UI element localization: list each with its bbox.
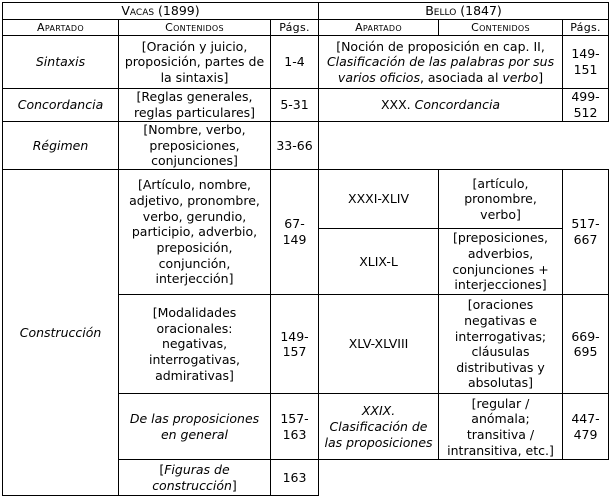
bello-apartado-text: ] <box>538 69 544 85</box>
bello-contenidos-header <box>439 19 563 35</box>
col-pags: Págs. <box>279 20 310 34</box>
bello-apartado-text: [Noción de proposición en cap. II, <box>336 38 545 54</box>
vacas-contenidos-text: [ <box>159 462 165 478</box>
vacas-pags-cell: 163 <box>271 460 319 496</box>
bello-pags-cell: 447-479 <box>563 394 609 460</box>
bello-apartado-cell: XLV-XLVIII <box>319 294 439 393</box>
bello-apartado-text: XXX. <box>380 96 415 112</box>
col-apartado: Apartado <box>355 20 402 34</box>
vacas-pags-header <box>271 19 319 35</box>
col-contenidos: Contenidos <box>165 20 224 34</box>
vacas-contenidos-cell <box>119 460 271 496</box>
group-header-row <box>3 3 609 20</box>
vacas-pags-cell: 149-157 <box>271 294 319 393</box>
bello-apartado-title: verbo <box>502 69 539 85</box>
bello-pags-header <box>563 19 609 35</box>
vacas-contenidos-header <box>119 19 271 35</box>
vacas-group-header <box>3 3 319 20</box>
vacas-pags-cell: 33-66 <box>271 121 319 170</box>
vacas-pags-cell: 67-149 <box>271 170 319 295</box>
vacas-apartado-cell: Sintaxis <box>3 36 119 89</box>
vacas-apartado-cell: Construcción <box>3 170 119 496</box>
bello-contenidos-cell: [regular / anómala; transitiva / intransitiva, etc.] <box>439 394 563 460</box>
col-apartado: Apartado <box>37 20 84 34</box>
empty-cell <box>319 460 609 496</box>
vacas-contenidos-cell: [Artículo, nombre, adjetivo, pronombre, verbo, gerundio, participio, adverbio, preposición, conjunción, interjección] <box>119 170 271 295</box>
bello-contenidos-cell: [artículo, pronombre, verbo] <box>439 170 563 229</box>
bello-contenidos-cell: [oraciones negativas e interrogativas; cláusulas distributivas y absolutas] <box>439 294 563 393</box>
comparison-table <box>2 2 609 496</box>
vacas-apartado-cell: Régimen <box>3 121 119 170</box>
vacas-contenidos-cell: [Nombre, verbo, preposiciones, conjunciones] <box>119 121 271 170</box>
bello-apartado-cell: XXXI-XLIV <box>319 170 439 229</box>
table-row-regimen <box>3 121 609 170</box>
bello-pags-cell: 517-667 <box>563 170 609 295</box>
bello-group-header <box>319 3 609 20</box>
bello-apartado-text: XXIX. <box>361 403 396 419</box>
bello-apartado-cell: XLIX-L <box>319 229 439 295</box>
bello-title: Bello (1847) <box>425 3 502 19</box>
bello-apartado-cell <box>319 36 563 89</box>
vacas-pags-cell: 1-4 <box>271 36 319 89</box>
vacas-title: Vacas (1899) <box>121 3 200 19</box>
empty-cell <box>319 121 609 170</box>
bello-apartado-header <box>319 19 439 35</box>
vacas-apartado-header <box>3 19 119 35</box>
bello-apartado-text: , asociada al <box>419 69 503 85</box>
vacas-contenidos-cell: [Modalidades oracionales: negativas, interrogativas, admirativas] <box>119 294 271 393</box>
bello-apartado-title: Concordancia <box>414 96 501 112</box>
bello-pags-cell: 499-512 <box>563 88 609 121</box>
vacas-pags-cell: 157-163 <box>271 394 319 460</box>
bello-pags-cell: 669-695 <box>563 294 609 393</box>
table-row-construccion-1a <box>3 170 609 229</box>
bello-apartado-cell <box>319 88 563 121</box>
vacas-contenidos-title: Figuras de construcción <box>152 462 232 493</box>
vacas-contenidos-cell: [Reglas generales, reglas particulares] <box>119 88 271 121</box>
bello-apartado-cell <box>319 394 439 460</box>
table-row-concordancia <box>3 88 609 121</box>
vacas-contenidos-cell: [Oración y juicio, proposición, partes de la sintaxis] <box>119 36 271 89</box>
vacas-pags-cell: 5-31 <box>271 88 319 121</box>
bello-contenidos-cell: [preposiciones, adverbios, conjunciones + interjecciones] <box>439 229 563 295</box>
bello-apartado-title: Clasificación de las palabras por sus varios oficios <box>326 54 555 85</box>
vacas-apartado-cell: Concordancia <box>3 88 119 121</box>
col-contenidos: Contenidos <box>471 20 530 34</box>
table-row-sintaxis <box>3 36 609 89</box>
column-header-row <box>3 19 609 35</box>
vacas-contenidos-cell: De las proposiciones en general <box>119 394 271 460</box>
vacas-contenidos-text: ] <box>231 477 237 493</box>
bello-apartado-title: Clasificación de las proposiciones <box>324 419 433 450</box>
bello-pags-cell: 149-151 <box>563 36 609 89</box>
col-pags: Págs. <box>570 20 601 34</box>
